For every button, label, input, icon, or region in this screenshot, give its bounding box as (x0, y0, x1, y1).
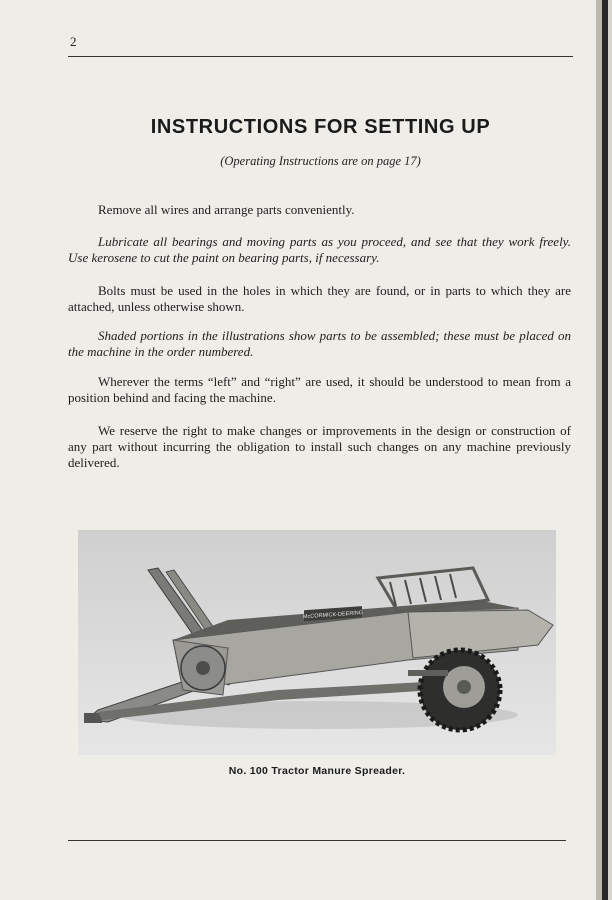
page-number: 2 (70, 34, 77, 49)
beater-teeth (390, 574, 456, 606)
page-subtitle: (Operating Instructions are on page 17) (220, 154, 421, 168)
wheel-hub (457, 680, 471, 694)
paragraph-reserve-right: We reserve the right to make changes or improvements in the design or construction of any part without incurring the obligation to install such changes on any machine previously delivered. (68, 423, 571, 470)
figure-caption: No. 100 Tractor Manure Spreader. (228, 765, 406, 777)
sprocket-hub (196, 661, 210, 675)
rear-fender (408, 610, 553, 658)
paragraph-remove-wires: Remove all wires and arrange parts conveniently. (98, 202, 355, 217)
nameplate-text: McCORMICK-DEERING (302, 610, 364, 621)
page-title: INSTRUCTIONS FOR SETTING UP (150, 116, 491, 138)
paragraph-bolts: Bolts must be used in the holes in which they are found, or in parts to which they are attached, unless otherwise shown. (68, 283, 571, 314)
axle-bracket (408, 670, 448, 676)
paragraph-left-right: Wherever the terms “left” and “right” are used, it should be understood to mean from a position behind and facing the machine. (68, 374, 571, 405)
paragraph-lubricate: Lubricate all bearings and moving parts as you proceed, and see that they work freely. Use kerosene to cut the paint on bearing parts, if necessary. (68, 234, 571, 265)
spreader-photo (78, 530, 556, 755)
bottom-rule (68, 840, 566, 841)
spreader-illustration (78, 530, 556, 755)
paragraph-shaded-portions: Shaded portions in the illustrations show parts to be assembled; these must be placed on the machine in the order numbered. (68, 328, 571, 359)
top-rule (68, 56, 573, 57)
